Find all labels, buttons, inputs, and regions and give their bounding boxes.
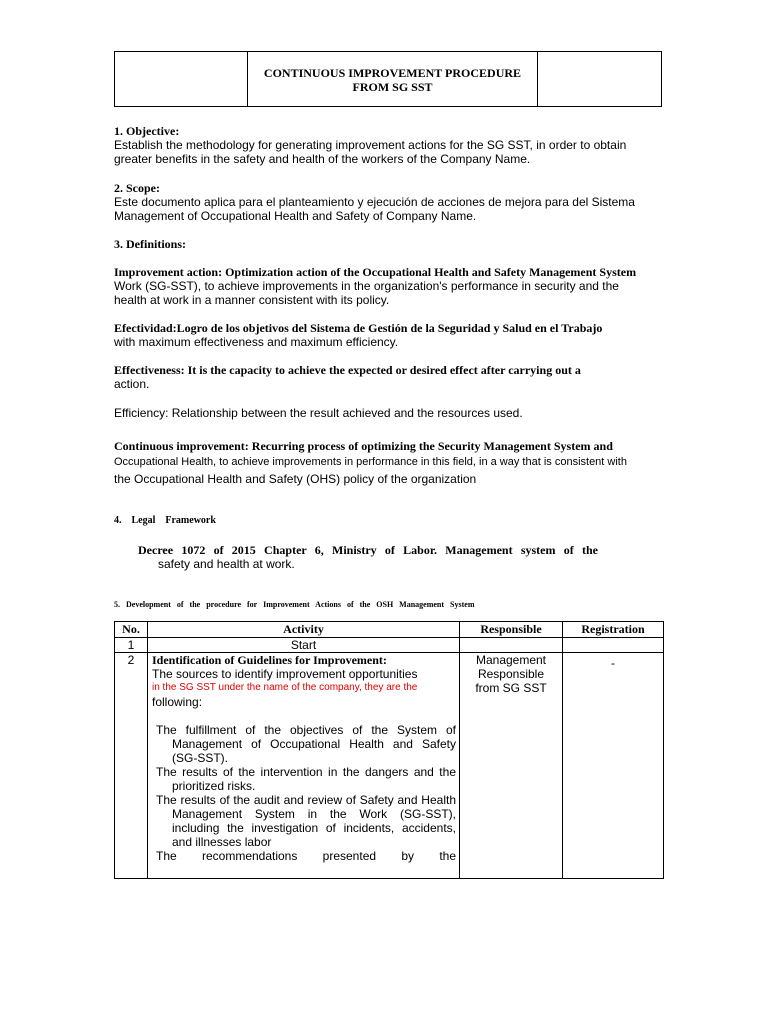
row1-responsible [460,638,563,653]
objective-heading: 1. Objective: [114,124,180,138]
scope-line2: Management of Occupational Health and Safety of Company Name. [114,209,477,223]
procedure-table [114,621,664,879]
effectiveness-line2: action. [114,377,150,391]
row2-activity [148,653,460,879]
list-item: The fulfillment of the objectives of the System of Management of Occupational Health and Safety (SG-SST). [156,723,456,765]
objective-text [114,138,654,166]
table-row [115,653,664,879]
decree-line2: safety and health at work. [158,557,295,571]
objective-line2: greater benefits in the safety and health of the workers of the Company Name. [114,152,531,166]
table-header-row [115,622,664,638]
header-code-cell [538,52,661,106]
continuous-line2: Occupational Health, to achieve improvements in performance in this field, in a way that is consistent with [114,456,627,468]
continuous-bold: Continuous improvement: Recurring process of optimizing the Security Management System and [114,439,613,453]
list-item: The recommendations presented by the [156,849,456,863]
definitions-heading: 3. Definitions: [114,237,186,251]
row2-responsible: Management Responsible from SG SST [460,653,563,879]
header-logo-cell [115,52,248,106]
header-title-line2: FROM SG SST [352,80,433,94]
objective-line1: Establish the methodology for generating improvement actions for the SG SST, in order to obtain [114,138,627,152]
efectividad-line2: with maximum effectiveness and maximum efficiency. [114,335,399,349]
improvement-action-bold: Improvement action: Optimization action of the Occupational Health and Safety Management System [114,265,637,279]
scope-heading: 2. Scope: [114,181,160,195]
row2-following: following: [152,695,203,709]
row2-red-text: in the SG SST under the name of the company, they are the [152,682,418,693]
scope-text [114,195,659,223]
list-item: The results of the audit and review of Safety and Health Management System in the Work (SG-SST), including the investigation of incidents, accidents, and illnesses labor [156,793,456,849]
legal-decree-item [138,543,598,571]
definition-improvement-action [114,265,659,307]
definition-effectiveness [114,363,659,391]
decree-line1: Decree 1072 of 2015 Chapter 6, Ministry of Labor. Management system of the [138,543,598,557]
development-heading: 5. Development of the procedure for Improvement Actions of the OSH Management System [114,600,475,609]
row1-no: 1 [115,638,148,653]
row2-no: 2 [115,653,148,879]
efectividad-bold: Efectividad:Logro de los objetivos del Sistema de Gestión de la Seguridad y Salud en el Trabajo [114,321,603,335]
definition-continuous-improvement [114,439,659,486]
legal-heading: 4. Legal Framework [114,515,216,526]
row1-activity: Start [148,638,460,653]
row2-registration: - [563,653,664,879]
row2-intro: The sources to identify improvement opportunities [152,667,418,681]
header-title-line1: CONTINUOUS IMPROVEMENT PROCEDURE [263,66,522,80]
header-responsible: Responsible [460,622,563,638]
improvement-action-line3: health at work in a manner consistent with its policy. [114,293,390,307]
scope-line1: Este documento aplica para el planteamiento y ejecución de acciones de mejora para del Sistema [114,195,635,209]
effectiveness-bold: Effectiveness: It is the capacity to achieve the expected or desired effect after carrying out a [114,363,581,377]
row2-title: Identification of Guidelines for Improvement: [152,653,387,667]
row1-registration [563,638,664,653]
header-registration: Registration [563,622,664,638]
improvement-action-line2: Work (SG-SST), to achieve improvements in the organization's performance in security and the [114,279,619,293]
definition-efectividad [114,321,659,349]
header-activity: Activity [148,622,460,638]
header-no: No. [115,622,148,638]
document-header [114,51,662,107]
definition-efficiency: Efficiency: Relationship between the result achieved and the resources used. [114,406,523,420]
table-row [115,638,664,653]
list-item: The results of the intervention in the dangers and the prioritized risks. [156,765,456,793]
continuous-line3: the Occupational Health and Safety (OHS) policy of the organization [114,472,477,486]
header-title-cell [248,52,538,106]
